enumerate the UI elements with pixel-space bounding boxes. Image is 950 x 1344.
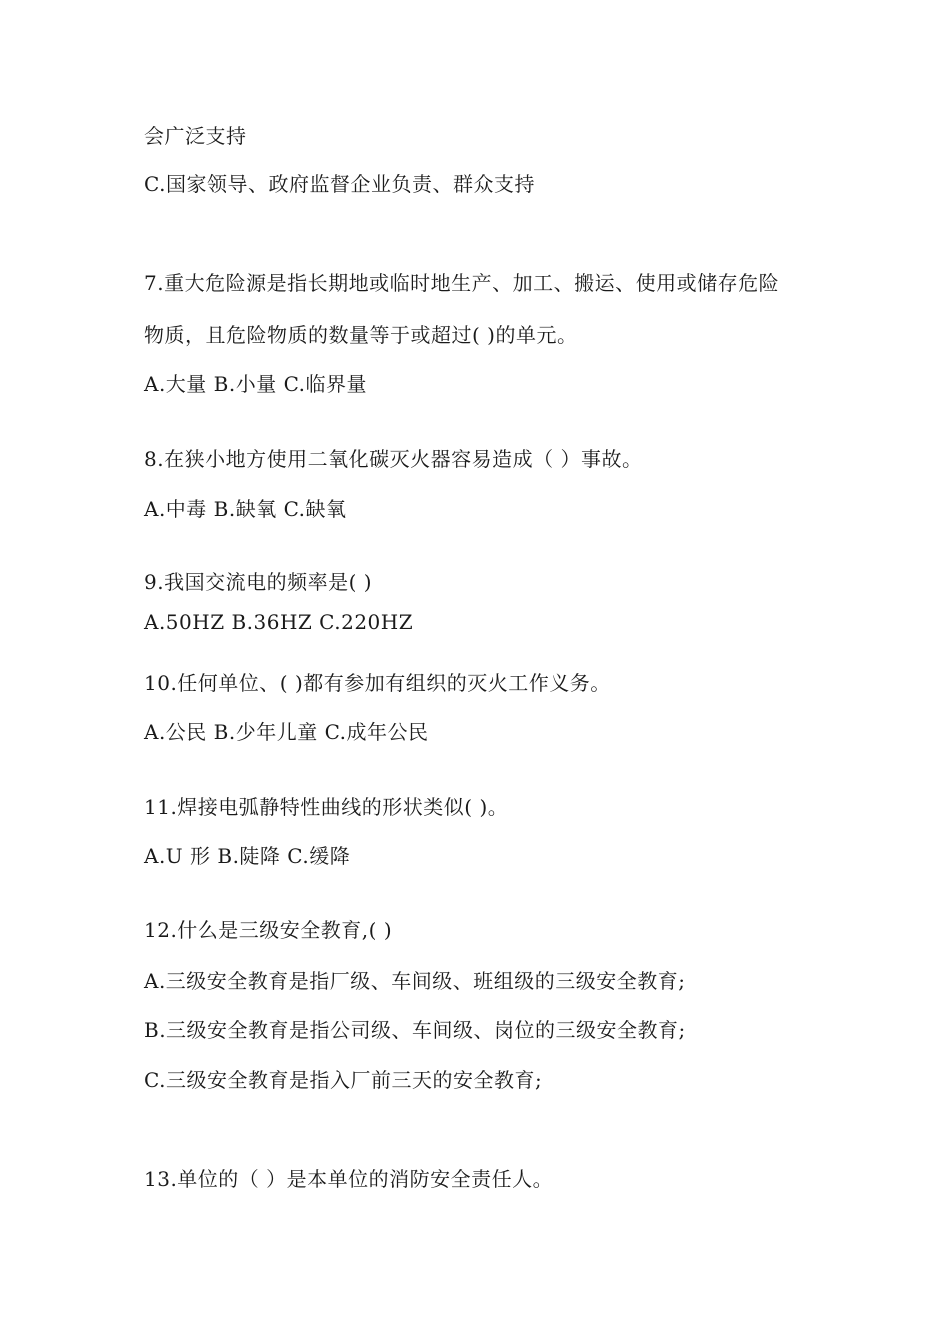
question-8-options: A.中毒 B.缺氧 C.缺氧 bbox=[144, 497, 347, 521]
question-11-options: A.U 形 B.陡降 C.缓降 bbox=[144, 844, 351, 868]
question-10: 10.任何单位、( )都有参加有组织的灭火工作义务。 bbox=[144, 671, 611, 695]
question-7-continued: 物质，且危险物质的数量等于或超过( )的单元。 bbox=[144, 323, 578, 347]
question-7-options: A.大量 B.小量 C.临界量 bbox=[144, 372, 368, 396]
question-12-option-a: A.三级安全教育是指厂级、车间级、班组级的三级安全教育; bbox=[144, 969, 686, 993]
question-9-options: A.50HZ B.36HZ C.220HZ bbox=[144, 610, 414, 634]
question-11: 11.焊接电弧静特性曲线的形状类似( )。 bbox=[144, 795, 509, 819]
question-8: 8.在狭小地方使用二氧化碳灭火器容易造成（ ）事故。 bbox=[144, 447, 643, 471]
question-10-options: A.公民 B.少年儿童 C.成年公民 bbox=[144, 720, 429, 744]
question-9: 9.我国交流电的频率是( ) bbox=[144, 570, 373, 594]
question-12-option-c: C.三级安全教育是指入厂前三天的安全教育; bbox=[144, 1068, 543, 1092]
question-12-option-b: B.三级安全教育是指公司级、车间级、岗位的三级安全教育; bbox=[144, 1018, 686, 1042]
text-line: 会广泛支持 bbox=[144, 124, 247, 148]
question-13: 13.单位的（ ）是本单位的消防安全责任人。 bbox=[144, 1167, 554, 1191]
option-line: C.国家领导、政府监督企业负责、群众支持 bbox=[144, 172, 535, 196]
question-7: 7.重大危险源是指长期地或临时地生产、加工、搬运、使用或储存危险 bbox=[144, 271, 780, 295]
question-12: 12.什么是三级安全教育,( ) bbox=[144, 918, 393, 942]
